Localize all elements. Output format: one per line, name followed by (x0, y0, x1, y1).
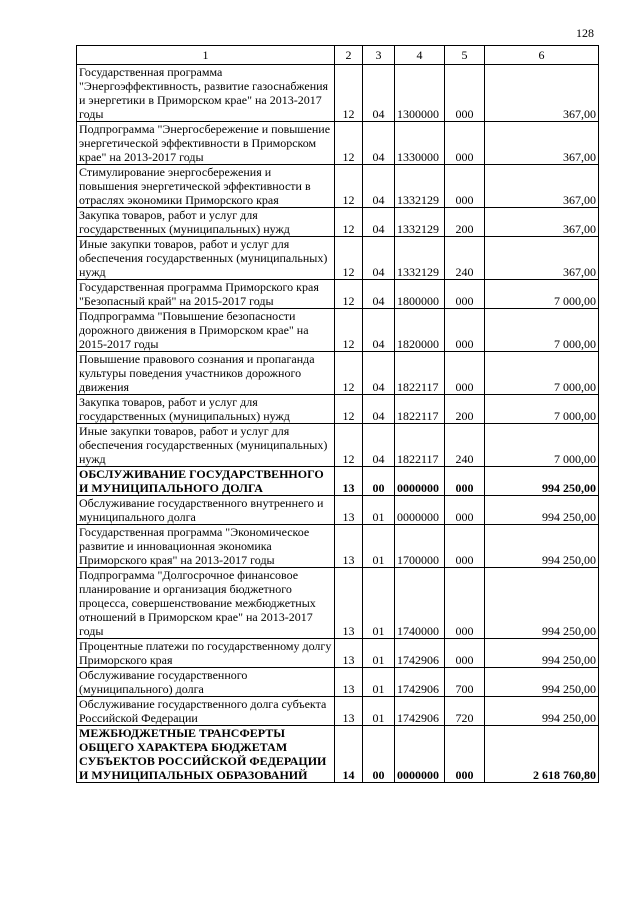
row-section: 12 (335, 122, 363, 165)
row-amount: 367,00 (485, 65, 599, 122)
row-subsection: 01 (363, 697, 395, 726)
row-subsection: 04 (363, 395, 395, 424)
row-name: Стимулирование энергосбережения и повышения энергетической эффективности в отраслях экономики Приморского края (77, 165, 335, 208)
row-expense-type: 240 (445, 237, 485, 280)
row-subsection: 01 (363, 525, 395, 568)
row-expense-type: 000 (445, 65, 485, 122)
row-target-code: 1700000 (395, 525, 445, 568)
row-name: Иные закупки товаров, работ и услуг для обеспечения государственных (муниципальных) нужд (77, 237, 335, 280)
row-amount: 7 000,00 (485, 424, 599, 467)
row-amount: 994 250,00 (485, 639, 599, 668)
row-subsection: 04 (363, 280, 395, 309)
header-col-3: 3 (363, 46, 395, 65)
row-amount: 367,00 (485, 122, 599, 165)
header-col-2: 2 (335, 46, 363, 65)
row-expense-type: 000 (445, 639, 485, 668)
row-section: 12 (335, 352, 363, 395)
row-expense-type: 000 (445, 309, 485, 352)
table-row (77, 352, 599, 395)
row-target-code: 1300000 (395, 65, 445, 122)
row-subsection: 04 (363, 122, 395, 165)
row-section: 12 (335, 424, 363, 467)
row-amount: 367,00 (485, 165, 599, 208)
row-target-code: 1332129 (395, 208, 445, 237)
row-subsection: 04 (363, 165, 395, 208)
table-row (77, 237, 599, 280)
row-name: Обслуживание государственного (муниципального) долга (77, 668, 335, 697)
table-row (77, 122, 599, 165)
table-row (77, 65, 599, 122)
table-row (77, 668, 599, 697)
row-name: ОБСЛУЖИВАНИЕ ГОСУДАРСТВЕННОГО И МУНИЦИПАЛЬНОГО ДОЛГА (77, 467, 335, 496)
row-amount: 994 250,00 (485, 525, 599, 568)
table-row (77, 467, 599, 496)
row-name: Подпрограмма "Повышение безопасности дорожного движения в Приморском крае" на 2015-2017 годы (77, 309, 335, 352)
row-section: 13 (335, 467, 363, 496)
row-amount: 994 250,00 (485, 467, 599, 496)
table-row (77, 280, 599, 309)
row-target-code: 1820000 (395, 309, 445, 352)
row-section: 12 (335, 65, 363, 122)
row-subsection: 04 (363, 424, 395, 467)
table-row (77, 424, 599, 467)
row-name: Повышение правового сознания и пропаганда культуры поведения участников дорожного движения (77, 352, 335, 395)
row-amount: 367,00 (485, 208, 599, 237)
row-amount: 2 618 760,80 (485, 726, 599, 783)
row-expense-type: 000 (445, 352, 485, 395)
row-subsection: 01 (363, 496, 395, 525)
row-target-code: 1800000 (395, 280, 445, 309)
row-expense-type: 200 (445, 208, 485, 237)
row-amount: 7 000,00 (485, 280, 599, 309)
row-amount: 994 250,00 (485, 668, 599, 697)
row-name: Процентные платежи по государственному долгу Приморского края (77, 639, 335, 668)
row-subsection: 04 (363, 237, 395, 280)
row-expense-type: 000 (445, 496, 485, 525)
row-target-code: 1332129 (395, 237, 445, 280)
row-name: Государственная программа "Энергоэффективность, развитие газоснабжения и энергетики в Приморском крае" на 2013-2017 годы (77, 65, 335, 122)
row-section: 13 (335, 525, 363, 568)
row-name: Государственная программа Приморского края "Безопасный край" на 2015-2017 годы (77, 280, 335, 309)
table-row (77, 395, 599, 424)
row-subsection: 04 (363, 309, 395, 352)
row-section: 13 (335, 496, 363, 525)
header-col-1: 1 (77, 46, 335, 65)
row-subsection: 01 (363, 568, 395, 639)
row-expense-type: 720 (445, 697, 485, 726)
row-section: 12 (335, 309, 363, 352)
row-section: 13 (335, 668, 363, 697)
page-number: 128 (576, 26, 594, 40)
row-expense-type: 200 (445, 395, 485, 424)
row-subsection: 00 (363, 467, 395, 496)
row-expense-type: 700 (445, 668, 485, 697)
header-col-4: 4 (395, 46, 445, 65)
row-section: 12 (335, 237, 363, 280)
row-target-code: 0000000 (395, 467, 445, 496)
row-amount: 7 000,00 (485, 352, 599, 395)
row-expense-type: 000 (445, 568, 485, 639)
row-expense-type: 240 (445, 424, 485, 467)
table-row (77, 568, 599, 639)
table-row (77, 496, 599, 525)
row-target-code: 0000000 (395, 496, 445, 525)
row-target-code: 1740000 (395, 568, 445, 639)
row-target-code: 1332129 (395, 165, 445, 208)
row-name: Государственная программа "Экономическое развитие и инновационная экономика Приморского края" на 2013-2017 годы (77, 525, 335, 568)
table-row (77, 639, 599, 668)
row-name: Подпрограмма "Долгосрочное финансовое планирование и организация бюджетного процесса, совершенствование межбюджетных отношений в Приморском крае" на 2013-2017 годы (77, 568, 335, 639)
row-amount: 7 000,00 (485, 309, 599, 352)
row-name: Закупка товаров, работ и услуг для государственных (муниципальных) нужд (77, 395, 335, 424)
row-expense-type: 000 (445, 467, 485, 496)
row-name: Закупка товаров, работ и услуг для государственных (муниципальных) нужд (77, 208, 335, 237)
row-subsection: 01 (363, 668, 395, 697)
row-target-code: 1742906 (395, 668, 445, 697)
row-name: Иные закупки товаров, работ и услуг для обеспечения государственных (муниципальных) нужд (77, 424, 335, 467)
row-target-code: 1742906 (395, 697, 445, 726)
row-name: Подпрограмма "Энергосбережение и повышение энергетической эффективности в Приморском крае" на 2013-2017 годы (77, 122, 335, 165)
row-amount: 367,00 (485, 237, 599, 280)
row-target-code: 1822117 (395, 352, 445, 395)
table-row (77, 697, 599, 726)
row-expense-type: 000 (445, 525, 485, 568)
row-subsection: 01 (363, 639, 395, 668)
row-amount: 994 250,00 (485, 697, 599, 726)
row-section: 13 (335, 639, 363, 668)
row-expense-type: 000 (445, 726, 485, 783)
row-expense-type: 000 (445, 280, 485, 309)
row-target-code: 0000000 (395, 726, 445, 783)
row-name: Обслуживание государственного внутреннего и муниципального долга (77, 496, 335, 525)
row-subsection: 04 (363, 352, 395, 395)
row-name: Обслуживание государственного долга субъекта Российской Федерации (77, 697, 335, 726)
header-row (77, 46, 599, 65)
row-subsection: 04 (363, 208, 395, 237)
row-section: 13 (335, 697, 363, 726)
row-section: 12 (335, 280, 363, 309)
row-name: МЕЖБЮДЖЕТНЫЕ ТРАНСФЕРТЫ ОБЩЕГО ХАРАКТЕРА БЮДЖЕТАМ СУБЪЕКТОВ РОССИЙСКОЙ ФЕДЕРАЦИИ И МУНИЦИПАЛЬНЫХ ОБРАЗОВАНИЙ (77, 726, 335, 783)
row-subsection: 00 (363, 726, 395, 783)
budget-table (76, 45, 599, 783)
row-target-code: 1822117 (395, 395, 445, 424)
row-target-code: 1822117 (395, 424, 445, 467)
row-target-code: 1330000 (395, 122, 445, 165)
row-amount: 7 000,00 (485, 395, 599, 424)
row-target-code: 1742906 (395, 639, 445, 668)
row-expense-type: 000 (445, 122, 485, 165)
row-amount: 994 250,00 (485, 496, 599, 525)
row-section: 12 (335, 395, 363, 424)
table-row (77, 165, 599, 208)
row-section: 13 (335, 568, 363, 639)
row-expense-type: 000 (445, 165, 485, 208)
header-col-6: 6 (485, 46, 599, 65)
row-section: 14 (335, 726, 363, 783)
table-row (77, 208, 599, 237)
row-section: 12 (335, 208, 363, 237)
row-amount: 994 250,00 (485, 568, 599, 639)
table-row (77, 309, 599, 352)
row-subsection: 04 (363, 65, 395, 122)
header-col-5: 5 (445, 46, 485, 65)
table-row (77, 726, 599, 783)
row-section: 12 (335, 165, 363, 208)
table-row (77, 525, 599, 568)
